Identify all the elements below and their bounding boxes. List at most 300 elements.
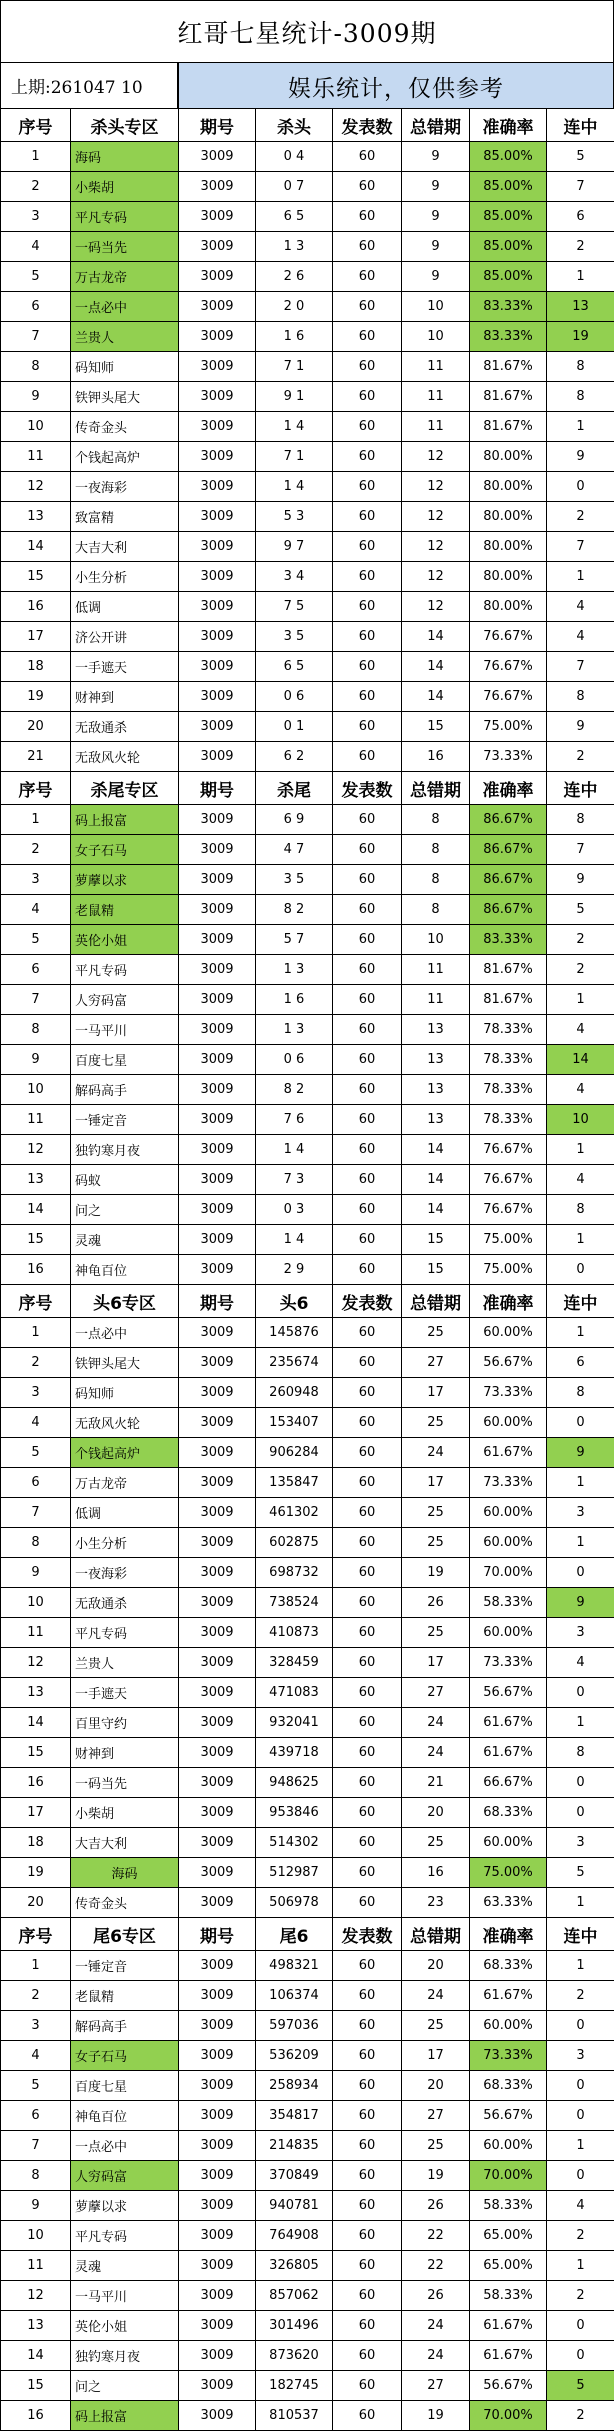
cell-name: 英伦小姐 (71, 925, 179, 955)
cell-name: 老鼠精 (71, 1981, 179, 2011)
cell-posts: 60 (333, 652, 402, 682)
cell-accuracy: 56.67% (470, 1348, 547, 1378)
table-row (1, 2311, 614, 2341)
cell-pick: 7 5 (256, 592, 333, 622)
cell-posts: 60 (333, 202, 402, 232)
cell-index: 9 (1, 1045, 71, 1075)
cell-streak: 0 (547, 1678, 614, 1708)
cell-streak: 0 (547, 2311, 614, 2341)
table-row (1, 805, 614, 835)
cell-index: 4 (1, 895, 71, 925)
cell-accuracy: 86.67% (470, 805, 547, 835)
cell-name: 平凡专码 (71, 2221, 179, 2251)
cell-streak: 1 (547, 1135, 614, 1165)
cell-pick: 153407 (256, 1408, 333, 1438)
cell-accuracy: 73.33% (470, 1378, 547, 1408)
disclaimer-banner: 娱乐统计，仅供参考 (178, 62, 614, 109)
cell-pick: 873620 (256, 2341, 333, 2371)
cell-index: 12 (1, 1135, 71, 1165)
cell-pick: 3 5 (256, 865, 333, 895)
cell-issue: 3009 (179, 895, 256, 925)
cell-name: 传奇金头 (71, 1888, 179, 1918)
cell-errors: 23 (402, 1888, 470, 1918)
cell-index: 13 (1, 1165, 71, 1195)
cell-posts: 60 (333, 2311, 402, 2341)
cell-pick: 135847 (256, 1468, 333, 1498)
cell-issue: 3009 (179, 292, 256, 322)
cell-posts: 60 (333, 2341, 402, 2371)
cell-streak: 8 (547, 1738, 614, 1768)
cell-pick: 6 5 (256, 202, 333, 232)
cell-name: 人穷码富 (71, 2161, 179, 2191)
cell-accuracy: 78.33% (470, 1015, 547, 1045)
cell-name: 解码高手 (71, 2011, 179, 2041)
table-row (1, 925, 614, 955)
cell-errors: 11 (402, 955, 470, 985)
cell-accuracy: 60.00% (470, 1828, 547, 1858)
cell-streak: 0 (547, 2101, 614, 2131)
cell-issue: 3009 (179, 2401, 256, 2431)
cell-accuracy: 76.67% (470, 1195, 547, 1225)
cell-issue: 3009 (179, 955, 256, 985)
cell-posts: 60 (333, 1858, 402, 1888)
table-row (1, 232, 614, 262)
cell-errors: 12 (402, 502, 470, 532)
cell-streak: 2 (547, 2221, 614, 2251)
cell-streak: 0 (547, 1558, 614, 1588)
cell-streak: 4 (547, 1165, 614, 1195)
cell-streak: 1 (547, 2251, 614, 2281)
cell-streak: 1 (547, 1888, 614, 1918)
cell-pick: 145876 (256, 1318, 333, 1348)
cell-name: 一点必中 (71, 1318, 179, 1348)
cell-issue: 3009 (179, 835, 256, 865)
cell-accuracy: 61.67% (470, 1438, 547, 1468)
cell-streak: 1 (547, 1225, 614, 1255)
table-row (1, 532, 614, 562)
cell-accuracy: 75.00% (470, 712, 547, 742)
cell-accuracy: 81.67% (470, 382, 547, 412)
cell-accuracy: 78.33% (470, 1075, 547, 1105)
cell-issue: 3009 (179, 1045, 256, 1075)
cell-name: 一马平川 (71, 2281, 179, 2311)
cell-streak: 9 (547, 865, 614, 895)
table-row (1, 2101, 614, 2131)
cell-index: 11 (1, 1105, 71, 1135)
cell-posts: 60 (333, 412, 402, 442)
cell-pick: 7 1 (256, 352, 333, 382)
cell-pick: 8 2 (256, 1075, 333, 1105)
cell-errors: 9 (402, 172, 470, 202)
cell-name: 无敌风火轮 (71, 1408, 179, 1438)
cell-index: 15 (1, 1738, 71, 1768)
cell-name: 码上报富 (71, 805, 179, 835)
cell-accuracy: 73.33% (470, 1468, 547, 1498)
cell-accuracy: 60.00% (470, 1618, 547, 1648)
cell-pick: 370849 (256, 2161, 333, 2191)
cell-errors: 17 (402, 1378, 470, 1408)
cell-name: 兰贵人 (71, 322, 179, 352)
table-row (1, 1195, 614, 1225)
cell-accuracy: 85.00% (470, 202, 547, 232)
table-row (1, 322, 614, 352)
cell-name: 个钱起高炉 (71, 442, 179, 472)
cell-index: 19 (1, 1858, 71, 1888)
cell-errors: 22 (402, 2221, 470, 2251)
cell-index: 12 (1, 2281, 71, 2311)
cell-pick: 106374 (256, 1981, 333, 2011)
cell-name: 小生分析 (71, 562, 179, 592)
table-row (1, 742, 614, 772)
cell-issue: 3009 (179, 202, 256, 232)
cell-pick: 940781 (256, 2191, 333, 2221)
cell-name: 无敌通杀 (71, 1588, 179, 1618)
cell-accuracy: 80.00% (470, 502, 547, 532)
cell-accuracy: 83.33% (470, 322, 547, 352)
cell-errors: 14 (402, 622, 470, 652)
cell-errors: 17 (402, 1648, 470, 1678)
table-row (1, 1558, 614, 1588)
cell-streak: 9 (547, 1588, 614, 1618)
cell-streak: 19 (547, 322, 614, 352)
cell-streak: 2 (547, 742, 614, 772)
cell-posts: 60 (333, 1045, 402, 1075)
cell-accuracy: 81.67% (470, 412, 547, 442)
cell-issue: 3009 (179, 865, 256, 895)
header-index: 序号 (1, 1285, 71, 1318)
cell-errors: 25 (402, 1528, 470, 1558)
cell-issue: 3009 (179, 682, 256, 712)
table-row (1, 1378, 614, 1408)
cell-issue: 3009 (179, 742, 256, 772)
header-streak: 连中 (547, 109, 614, 142)
cell-posts: 60 (333, 1888, 402, 1918)
cell-posts: 60 (333, 682, 402, 712)
cell-index: 1 (1, 1318, 71, 1348)
table-row (1, 682, 614, 712)
cell-errors: 17 (402, 2041, 470, 2071)
cell-posts: 60 (333, 442, 402, 472)
cell-streak: 10 (547, 1105, 614, 1135)
cell-issue: 3009 (179, 622, 256, 652)
table-row (1, 1858, 614, 1888)
cell-accuracy: 75.00% (470, 1255, 547, 1285)
table-row (1, 2341, 614, 2371)
cell-name: 问之 (71, 1195, 179, 1225)
cell-posts: 60 (333, 172, 402, 202)
cell-posts: 60 (333, 895, 402, 925)
cell-errors: 21 (402, 1768, 470, 1798)
cell-pick: 857062 (256, 2281, 333, 2311)
cell-streak: 7 (547, 532, 614, 562)
cell-name: 一码当先 (71, 1768, 179, 1798)
cell-errors: 14 (402, 682, 470, 712)
cell-name: 小生分析 (71, 1528, 179, 1558)
cell-pick: 953846 (256, 1798, 333, 1828)
cell-errors: 27 (402, 2371, 470, 2401)
cell-name: 灵魂 (71, 1225, 179, 1255)
cell-issue: 3009 (179, 262, 256, 292)
cell-errors: 19 (402, 1558, 470, 1588)
cell-posts: 60 (333, 1588, 402, 1618)
cell-accuracy: 60.00% (470, 1498, 547, 1528)
header-posts: 发表数 (333, 1918, 402, 1951)
cell-index: 9 (1, 1558, 71, 1588)
cell-streak: 0 (547, 2071, 614, 2101)
cell-streak: 1 (547, 1708, 614, 1738)
header-posts: 发表数 (333, 772, 402, 805)
cell-streak: 0 (547, 472, 614, 502)
cell-index: 18 (1, 1828, 71, 1858)
cell-streak: 4 (547, 622, 614, 652)
cell-posts: 60 (333, 1558, 402, 1588)
cell-name: 个钱起高炉 (71, 1438, 179, 1468)
cell-streak: 7 (547, 172, 614, 202)
table-row (1, 1708, 614, 1738)
table-row (1, 2191, 614, 2221)
cell-issue: 3009 (179, 652, 256, 682)
cell-name: 财神到 (71, 682, 179, 712)
cell-streak: 0 (547, 1798, 614, 1828)
header-accuracy: 准确率 (470, 1285, 547, 1318)
cell-index: 9 (1, 2191, 71, 2221)
cell-index: 1 (1, 805, 71, 835)
cell-name: 大吉大利 (71, 532, 179, 562)
cell-pick: 906284 (256, 1438, 333, 1468)
cell-name: 人穷码富 (71, 985, 179, 1015)
cell-streak: 0 (547, 1768, 614, 1798)
cell-posts: 60 (333, 1528, 402, 1558)
cell-posts: 60 (333, 1378, 402, 1408)
cell-errors: 14 (402, 1165, 470, 1195)
header-streak: 连中 (547, 1918, 614, 1951)
cell-index: 14 (1, 1195, 71, 1225)
cell-name: 码知师 (71, 1378, 179, 1408)
cell-posts: 60 (333, 1798, 402, 1828)
cell-index: 7 (1, 1498, 71, 1528)
cell-index: 4 (1, 1408, 71, 1438)
cell-issue: 3009 (179, 1648, 256, 1678)
cell-pick: 410873 (256, 1618, 333, 1648)
cell-issue: 3009 (179, 985, 256, 1015)
cell-index: 1 (1, 142, 71, 172)
table-row (1, 2221, 614, 2251)
cell-accuracy: 56.67% (470, 2101, 547, 2131)
cell-issue: 3009 (179, 1828, 256, 1858)
cell-accuracy: 75.00% (470, 1858, 547, 1888)
cell-streak: 1 (547, 412, 614, 442)
cell-streak: 4 (547, 1075, 614, 1105)
cell-streak: 5 (547, 895, 614, 925)
cell-pick: 0 4 (256, 142, 333, 172)
cell-issue: 3009 (179, 2191, 256, 2221)
table-row (1, 1738, 614, 1768)
cell-pick: 1 3 (256, 955, 333, 985)
cell-streak: 0 (547, 1408, 614, 1438)
cell-name: 一锤定音 (71, 1951, 179, 1981)
cell-issue: 3009 (179, 1318, 256, 1348)
cell-pick: 1 6 (256, 322, 333, 352)
cell-issue: 3009 (179, 472, 256, 502)
cell-name: 女子石马 (71, 2041, 179, 2071)
cell-name: 百度七星 (71, 1045, 179, 1075)
cell-issue: 3009 (179, 712, 256, 742)
cell-name: 百里守约 (71, 1708, 179, 1738)
cell-pick: 326805 (256, 2251, 333, 2281)
cell-accuracy: 85.00% (470, 172, 547, 202)
cell-errors: 8 (402, 835, 470, 865)
table-row (1, 2401, 614, 2431)
cell-pick: 0 3 (256, 1195, 333, 1225)
cell-streak: 5 (547, 2371, 614, 2401)
cell-index: 12 (1, 472, 71, 502)
cell-pick: 764908 (256, 2221, 333, 2251)
table-row (1, 1165, 614, 1195)
table-row (1, 202, 614, 232)
cell-issue: 3009 (179, 1225, 256, 1255)
cell-streak: 2 (547, 502, 614, 532)
cell-pick: 260948 (256, 1378, 333, 1408)
table-row (1, 1798, 614, 1828)
cell-errors: 12 (402, 472, 470, 502)
cell-errors: 25 (402, 1408, 470, 1438)
cell-posts: 60 (333, 2221, 402, 2251)
cell-accuracy: 56.67% (470, 2371, 547, 2401)
cell-streak: 5 (547, 142, 614, 172)
cell-errors: 16 (402, 1858, 470, 1888)
cell-issue: 3009 (179, 2161, 256, 2191)
table-row (1, 835, 614, 865)
cell-issue: 3009 (179, 2041, 256, 2071)
cell-index: 10 (1, 1588, 71, 1618)
cell-posts: 60 (333, 805, 402, 835)
cell-name: 海码 (71, 142, 179, 172)
cell-issue: 3009 (179, 1951, 256, 1981)
header-name: 杀尾专区 (71, 772, 179, 805)
cell-streak: 2 (547, 2281, 614, 2311)
cell-accuracy: 85.00% (470, 232, 547, 262)
cell-pick: 536209 (256, 2041, 333, 2071)
table-row (1, 562, 614, 592)
cell-pick: 235674 (256, 1348, 333, 1378)
cell-name: 致富精 (71, 502, 179, 532)
cell-name: 济公开讲 (71, 622, 179, 652)
cell-errors: 11 (402, 382, 470, 412)
cell-errors: 27 (402, 2101, 470, 2131)
cell-issue: 3009 (179, 352, 256, 382)
cell-index: 17 (1, 622, 71, 652)
table-row (1, 1408, 614, 1438)
cell-posts: 60 (333, 2251, 402, 2281)
cell-issue: 3009 (179, 1468, 256, 1498)
cell-name: 神龟百位 (71, 2101, 179, 2131)
header-issue: 期号 (179, 109, 256, 142)
cell-posts: 60 (333, 322, 402, 352)
cell-index: 8 (1, 2161, 71, 2191)
cell-errors: 25 (402, 1498, 470, 1528)
cell-posts: 60 (333, 1828, 402, 1858)
cell-posts: 60 (333, 742, 402, 772)
cell-issue: 3009 (179, 1498, 256, 1528)
cell-index: 10 (1, 2221, 71, 2251)
cell-accuracy: 61.67% (470, 2341, 547, 2371)
table-row (1, 2281, 614, 2311)
cell-accuracy: 70.00% (470, 1558, 547, 1588)
cell-pick: 5 3 (256, 502, 333, 532)
cell-streak: 1 (547, 1468, 614, 1498)
cell-errors: 24 (402, 1738, 470, 1768)
section-header-row (1, 109, 614, 142)
cell-streak: 9 (547, 712, 614, 742)
cell-index: 20 (1, 1888, 71, 1918)
cell-streak: 2 (547, 955, 614, 985)
cell-errors: 8 (402, 895, 470, 925)
cell-pick: 9 7 (256, 532, 333, 562)
cell-posts: 60 (333, 592, 402, 622)
cell-index: 5 (1, 262, 71, 292)
cell-accuracy: 80.00% (470, 532, 547, 562)
cell-pick: 461302 (256, 1498, 333, 1528)
cell-errors: 25 (402, 1618, 470, 1648)
cell-pick: 602875 (256, 1528, 333, 1558)
cell-accuracy: 60.00% (470, 2011, 547, 2041)
table-row (1, 382, 614, 412)
cell-errors: 9 (402, 142, 470, 172)
cell-issue: 3009 (179, 532, 256, 562)
cell-streak: 8 (547, 805, 614, 835)
cell-streak: 5 (547, 1858, 614, 1888)
cell-index: 15 (1, 562, 71, 592)
table-row (1, 2041, 614, 2071)
cell-index: 8 (1, 352, 71, 382)
cell-index: 7 (1, 985, 71, 1015)
cell-accuracy: 65.00% (470, 2221, 547, 2251)
cell-posts: 60 (333, 292, 402, 322)
cell-index: 13 (1, 1678, 71, 1708)
cell-accuracy: 68.33% (470, 1798, 547, 1828)
cell-errors: 24 (402, 1438, 470, 1468)
cell-errors: 11 (402, 352, 470, 382)
cell-accuracy: 80.00% (470, 562, 547, 592)
cell-errors: 15 (402, 1225, 470, 1255)
cell-issue: 3009 (179, 2281, 256, 2311)
cell-pick: 1 4 (256, 472, 333, 502)
cell-pick: 6 9 (256, 805, 333, 835)
cell-errors: 25 (402, 1828, 470, 1858)
cell-pick: 0 1 (256, 712, 333, 742)
cell-accuracy: 70.00% (470, 2401, 547, 2431)
cell-issue: 3009 (179, 2341, 256, 2371)
header-issue: 期号 (179, 1918, 256, 1951)
cell-index: 14 (1, 532, 71, 562)
cell-errors: 19 (402, 2401, 470, 2431)
table-row (1, 502, 614, 532)
cell-errors: 20 (402, 2071, 470, 2101)
cell-streak: 14 (547, 1045, 614, 1075)
header-index: 序号 (1, 109, 71, 142)
cell-issue: 3009 (179, 1255, 256, 1285)
table-row (1, 1618, 614, 1648)
cell-index: 6 (1, 292, 71, 322)
cell-errors: 27 (402, 1348, 470, 1378)
cell-index: 3 (1, 2011, 71, 2041)
cell-index: 5 (1, 2071, 71, 2101)
cell-name: 无敌通杀 (71, 712, 179, 742)
cell-accuracy: 58.33% (470, 2281, 547, 2311)
cell-accuracy: 68.33% (470, 2071, 547, 2101)
cell-index: 5 (1, 1438, 71, 1468)
cell-index: 15 (1, 2371, 71, 2401)
